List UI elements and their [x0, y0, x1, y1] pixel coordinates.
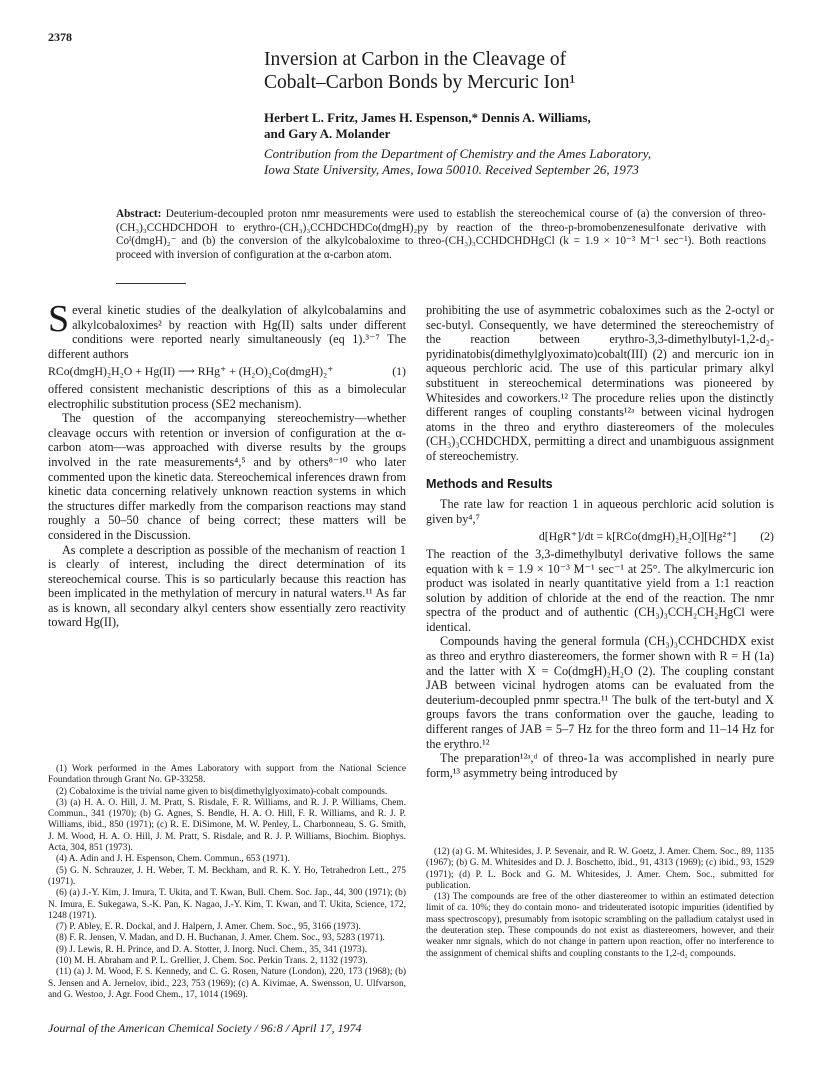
footnote: (10) M. H. Abraham and P. L. Grellier, J. Chem. Soc. Perkin Trans. 2, 1132 (1973).: [56, 956, 368, 967]
paragraph: offered consistent mechanistic descriptions of this as a bimolecular electrophilic substitution process (SE2 mechanism).: [48, 381, 406, 411]
footnote: (11) (a) J. M. Wood, F. S. Kennedy, and C. G. Rosen, Nature (London), 220, 173 (1968); (b) S. Jensen and A. Jernelov, ibid., 223, 753 (1969); (c) A. Kivimae, A. Swensson, U. Ulfvarson, and G. Westoo, J. Agr. Food Chem., 17, 1014 (1969).: [48, 967, 406, 1000]
footnote: (12) (a) G. M. Whitesides, J. P. Sevenair, and R. W. Goetz, J. Amer. Chem. Soc., 89, 1135 (1967); (b) G. M. Whitesides and D. J. Boschetto, ibid., 91, 4313 (1969); (c) ibid., 93, 1529 (1971); (d) P. L. Bock and G. M. Whitesides, J. Amer. Chem. Soc., submitted for publication.: [426, 847, 774, 891]
equation-body: RCo(dmgH)₂H₂O + Hg(II) ⟶ RHg⁺ + (H₂O)₂Co(dmgH)₂⁺: [48, 364, 334, 379]
footnote: (13) The compounds are free of the other diastereomer to within an estimated detection limit of ca. 10%; they do contain mono- and trideuterated isotopic impurities (identified by mass spectroscopy), presumably from isotopic scrambling on the palladium catalyst used in the deuteration step. These compounds do not exist as diastereomers, however, and their weaker nmr signals, which do not change in pattern upon reaction, offer no interference to the assignment of chemical shifts and coupling constants to the 1,2-d₂ compounds.: [426, 892, 774, 959]
abstract-text: Deuterium-decoupled proton nmr measurements were used to establish the stereochemical course of (a) the conversion of threo-(CH₃)₃CCHDCHDOH to erythro-(CH₃)₃CCHDCHDCo(dmgH)₂py by reaction of the threo-p-bromobenzenesulfonate derivative with Coᴵ(dmgH)₂⁻ and (b) the conversion of the alkylcobaloxime to threo-(CH₃)₃CCHDCHDHgCl (k = 1.9 × 10⁻³ M⁻¹ sec⁻¹). Both reactions proceed with inversion of configuration at the α-carbon atom.: [116, 208, 766, 261]
drop-cap: S: [48, 298, 70, 340]
abstract: [116, 208, 766, 262]
received-line: Iowa State University, Ames, Iowa 50010. Received September 26, 1973: [264, 162, 639, 177]
footnote: (1) Work performed in the Ames Laboratory with support from the National Science Foundation through Grant No. GP-33258.: [48, 764, 406, 786]
paragraph: Compounds having the general formula (CH₃)₃CCHDCHDX exist as threo and erythro diastereomers, the former shown with R = H (1a) and the latter with X = Co(dmgH)₂H₂O (2). The coupling constant JAB between vicinal hydrogen atoms can be evaluated from the deuterium-decoupled pnmr spectra.¹¹ The bulk of the tert-butyl and X groups favors the trans conformation over the gauche, leading to different ranges of JAB = 5–7 Hz for the threo form and 11–14 Hz for the erythro.¹²: [426, 634, 774, 751]
author-list: [264, 110, 764, 142]
article-title: [264, 48, 744, 94]
paragraph: As complete a description as possible of the mechanism of reaction 1 is clearly of interest, including the direct determination of its stereochemical course. This is so particularly because this reaction has been implicated in the methylation of mercury in natural waters.¹¹ As far as is known, all secondary alkyl centers show essentially zero reactivity toward Hg(II),: [48, 542, 406, 630]
footnote: (3) (a) H. A. O. Hill, J. M. Pratt, S. Risdale, F. R. Williams, and R. J. P. Williams, Chem. Commun., 341 (1970); (b) G. Agnes, S. Bendle, H. A. O. Hill, F. R. Williams, and R. J. P. Williams, ibid., 850 (1971); (c) R. E. DiSimone, M. W. Penley, L. Charbonneau, S. G. Smith, J. M. Wood, H. A. O. Hill, J. M. Pratt, S. Risdale, and R. J. P. Williams, Biochim. Biophys. Acta, 304, 851 (1973).: [48, 797, 406, 854]
affiliation-line: Contribution from the Department of Chemistry and the Ames Laboratory,: [264, 146, 652, 161]
paragraph: everal kinetic studies of the dealkylation of alkylcobalamins and alkylcobaloximes² by reaction with Hg(II) salts under different conditions were reported nearly simultaneously (eq 1).³⁻⁷ The different authors: [48, 303, 406, 361]
paragraph: prohibiting the use of asymmetric cobaloximes such as the 2-octyl or sec-butyl. Consequently, we have determined the stereochemistry of the reaction between erythro-3,3-dimethylbutyl-1,2-d₂-pyridinatobis(dimethylglyoximato)cobalt(III) (2) and mercuric ion in aqueous perchloric acid. The use of this particular primary alkyl substituent in stereochemical determinations was pioneered by Whitesides and coworkers.¹² The procedure relies upon the distinctly different ranges of coupling constants¹²ᵃ between vicinal hydrogen atoms in the threo and erythro diastereomers of the molecules (CH₃)₃CCHDCHDX, permitting a direct and unambiguous assignment of stereochemistry.: [426, 303, 774, 463]
section-divider: [116, 283, 186, 284]
equation-2: [426, 529, 774, 544]
title-line: Cobalt–Carbon Bonds by Mercuric Ion¹: [264, 72, 576, 93]
footnote: (7) P. Abley, E. R. Dockal, and J. Halpern, J. Amer. Chem. Soc., 95, 3166 (1973).: [56, 922, 361, 933]
abstract-label: Abstract:: [116, 208, 162, 220]
footnote: (8) F. R. Jensen, V. Madan, and D. H. Buchanan, J. Amer. Chem. Soc., 93, 5283 (1971).: [56, 933, 385, 944]
authors-line: Herbert L. Fritz, James H. Espenson,* Dennis A. Williams,: [264, 110, 591, 125]
title-line: Inversion at Carbon in the Cleavage of: [264, 49, 567, 70]
equation-1: [48, 364, 406, 379]
footnote: (4) A. Adin and J. H. Espenson, Chem. Commun., 653 (1971).: [56, 854, 290, 865]
left-column: [48, 298, 406, 630]
authors-line: and Gary A. Molander: [264, 126, 391, 141]
footnotes-right: [426, 847, 774, 960]
footnote: (2) Cobaloxime is the trivial name given to bis(dimethylglyoximato)-cobalt compounds.: [56, 786, 388, 797]
footnotes-left: [48, 764, 406, 1001]
paragraph: The reaction of the 3,3-dimethylbutyl derivative follows the same equation with k = 1.9 × 10⁻³ M⁻¹ sec⁻¹ at 25°. The alkylmercuric ion product was isolated in nearly quantitative yield from a 1:1 reaction solution by addition of chloride at the end of the reaction. The nmr spectra of the product and of authentic (CH₃)₃CCH₂CH₂HgCl were identical.: [426, 546, 774, 634]
paragraph: The rate law for reaction 1 in aqueous perchloric acid solution is given by⁴,⁷: [426, 497, 774, 526]
equation-number: (2): [760, 529, 774, 544]
page-number: 2378: [48, 30, 72, 44]
paragraph: The question of the accompanying stereochemistry—whether cleavage occurs with retention or inversion of configuration at the α-carbon atom—was approached with diverse results by the groups involved in the rate measurements⁴,⁵ and by others⁸⁻¹⁰ who later commented upon the kinetic data. Stereochemical inferences drawn from kinetic data concerning relatively unknown reaction systems in which the structures differ markedly from the comparison reactions may stand roughly a 50–50 chance of being correct; these matters will be considered in the Discussion.: [48, 411, 406, 542]
equation-body: d[HgR⁺]/dt = k[RCo(dmgH)₂H₂O][Hg²⁺]: [538, 529, 737, 544]
footnote: (9) J. Lewis, R. H. Prince, and D. A. Stotter, J. Inorg. Nucl. Chem., 35, 341 (1973).: [56, 944, 368, 955]
footnote: (5) G. N. Schrauzer, J. H. Weber, T. M. Beckham, and R. K. Y. Ho, Tetrahedron Lett., 275 (1971).: [48, 865, 406, 887]
journal-footer: Journal of the American Chemical Society / 96:8 / April 17, 1974: [48, 1021, 362, 1035]
section-heading: Methods and Results: [426, 476, 553, 491]
equation-number: (1): [392, 364, 406, 379]
paragraph: The preparation¹²ᵃ,ᵈ of threo-1a was accomplished in nearly pure form,¹³ asymmetry being introduced by: [426, 751, 774, 780]
affiliation: [264, 146, 784, 178]
footnote: (6) (a) J.-Y. Kim, J. Imura, T. Ukita, and T. Kwan, Bull. Chem. Soc. Jap., 44, 300 (1971); (b) N. Imura, E. Sukegawa, S.-K. Pan, K. Nagao, J.-Y. Kim, T. Kwan, and T. Ukita, Science, 172, 1248 (1971).: [48, 888, 406, 921]
right-column: [426, 303, 774, 780]
